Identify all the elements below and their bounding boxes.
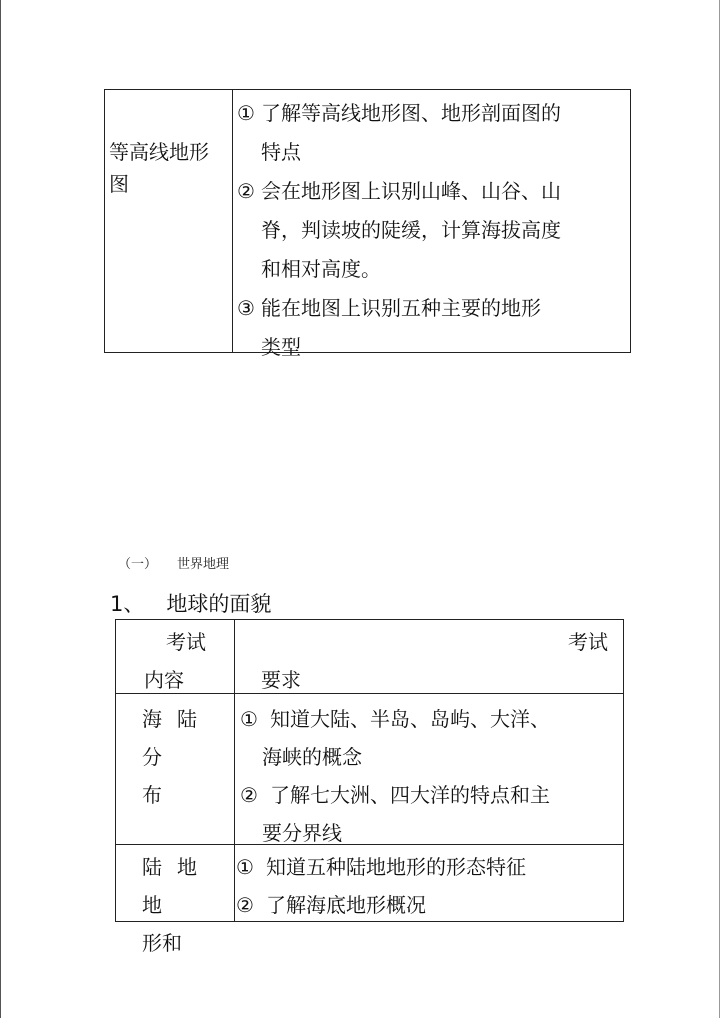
item-text: 了解等高线地形图、地形剖面图的 bbox=[261, 101, 561, 125]
item-text: 了解七大洲、四大洋的特点和主 bbox=[270, 783, 550, 807]
earth-surface-table bbox=[115, 619, 624, 955]
section-heading bbox=[118, 553, 229, 572]
requirement-item bbox=[237, 172, 627, 289]
subsection-heading bbox=[110, 588, 271, 618]
topic-cell bbox=[142, 700, 232, 814]
topic-cell bbox=[109, 136, 227, 200]
contour-map-table bbox=[104, 89, 631, 359]
header-content-line: 内容 bbox=[144, 668, 184, 692]
header-content-line: 考试 bbox=[166, 630, 206, 654]
item-text: 会在地形图上识别山峰、山谷、山 bbox=[261, 179, 561, 203]
requirements-cell bbox=[236, 848, 616, 924]
item-number: ② bbox=[237, 179, 255, 203]
requirement-item bbox=[237, 289, 627, 367]
item-text: 海峡的概念 bbox=[262, 745, 362, 769]
requirement-item bbox=[237, 94, 627, 172]
item-text: 脊，判读坡的陡缓，计算海拔高度 bbox=[261, 218, 561, 242]
topic-line: 形和 bbox=[142, 931, 182, 955]
topic-line: 图 bbox=[109, 172, 129, 196]
item-text: 能在地图上识别五种主要的地形 bbox=[261, 296, 541, 320]
topic-line: 陆地地 bbox=[142, 855, 212, 917]
requirements-cell bbox=[240, 700, 620, 852]
item-text: 知道大陆、半岛、岛屿、大洋、 bbox=[270, 707, 550, 731]
header-requirement-line: 考试 bbox=[568, 630, 608, 654]
section-prefix: （一） bbox=[118, 557, 158, 572]
item-text: 类型 bbox=[261, 335, 301, 359]
item-number: ② bbox=[236, 893, 254, 917]
item-number: ① bbox=[240, 707, 258, 731]
item-text: 特点 bbox=[261, 140, 301, 164]
page-edge-left bbox=[0, 0, 1, 1018]
topic-line: 等高线地形 bbox=[109, 140, 209, 164]
item-number: ③ bbox=[237, 296, 255, 320]
column-divider bbox=[232, 90, 233, 352]
item-text: 要分界线 bbox=[262, 821, 342, 845]
item-text: 知道五种陆地地形的形态特征 bbox=[266, 855, 526, 879]
requirements-cell bbox=[237, 94, 627, 367]
row-divider bbox=[116, 693, 623, 694]
subsection-number: 1、 bbox=[110, 592, 145, 616]
item-number: ① bbox=[236, 855, 254, 879]
section-title: 世界地理 bbox=[177, 557, 230, 572]
item-text: 了解海底地形概况 bbox=[266, 893, 426, 917]
item-text: 和相对高度。 bbox=[261, 257, 381, 281]
subsection-title: 地球的面貌 bbox=[166, 592, 272, 616]
item-number: ② bbox=[240, 783, 258, 807]
item-number: ① bbox=[237, 101, 255, 125]
topic-line: 海陆分 bbox=[142, 707, 212, 769]
header-requirement-line: 要求 bbox=[261, 668, 301, 692]
topic-cell bbox=[142, 848, 232, 962]
topic-line: 布 bbox=[142, 783, 162, 807]
